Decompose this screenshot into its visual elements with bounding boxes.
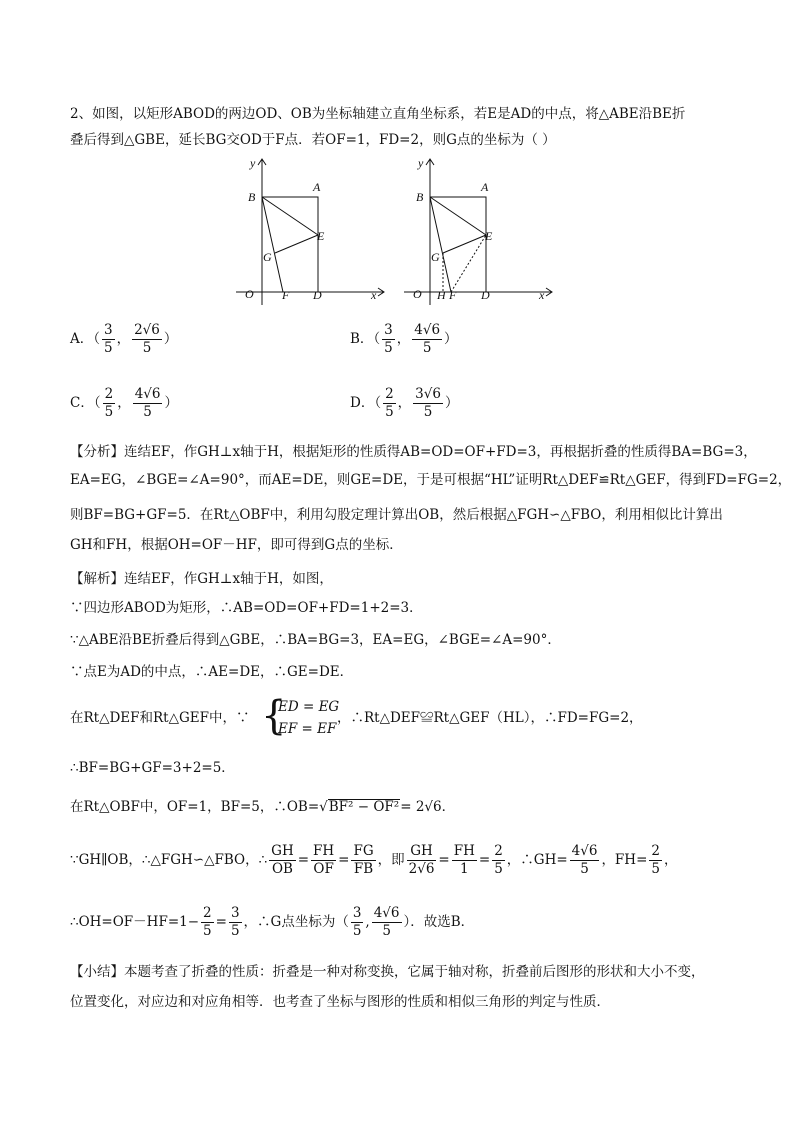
frac-fh-val	[649, 843, 662, 878]
option-d-x-den: 5	[385, 404, 394, 420]
fig-right-label-f: F	[449, 288, 457, 302]
summary-line-1: 【小结】本题考查了折叠的性质：折叠是一种对称变换，它属于轴对称，折叠前后图形的形状和大小不变，	[70, 964, 705, 980]
option-b-x-den: 5	[384, 340, 393, 356]
option-b-letter: B．（	[350, 331, 381, 347]
fig-right-label-h: H	[437, 288, 446, 302]
frac-gh-val	[570, 843, 600, 878]
frac-fg-fb-den: FB	[353, 861, 374, 877]
fig-left-label-d: D	[313, 288, 322, 302]
frac-gh-ob-num: GH	[271, 843, 294, 859]
fig-left-label-a: A	[313, 180, 321, 194]
frac-gh-2r6-num: GH	[407, 843, 437, 861]
frac-fh-of-num: FH	[313, 843, 335, 859]
option-c-x-den: 5	[104, 404, 114, 420]
system-eq-1: ED = EG	[278, 699, 340, 715]
option-a-x-num: 3	[104, 322, 113, 338]
fig-right-label-y: y	[418, 156, 424, 170]
solution-line-5-lead: 在Rt△DEF和Rt△GEF中，∵	[70, 710, 250, 726]
frac-gh-ob-den: OB	[271, 861, 293, 877]
option-c-y-den: 5	[143, 404, 152, 420]
system-brace: {	[261, 693, 287, 739]
option-a[interactable]: A．（ $\frac{3}{5}$ ， $\frac{2√6}{5}$ ）	[70, 322, 178, 356]
fig-right-label-g: G	[431, 250, 440, 264]
analysis-line-2: EA=EG，∠BGE=∠A=90°，而AE=DE，则GE=DE，于是可根据“HL”证明Rt△DEF≌Rt△GEF，得到FD=FG=2，	[70, 472, 792, 488]
fig-left-label-b: B	[248, 190, 256, 204]
option-d-x-num: 2	[385, 386, 394, 402]
fig-left-label-g: G	[263, 250, 272, 264]
solution-line-9: ∴OH=OF－HF=1− $\frac{2}{5}$ = $\frac{3}{5}$ ，∴G点坐标为（ $\frac{3}{5}$ , $\frac{4√6}{5}$ ）．故选B．	[70, 905, 475, 939]
solution-line-8: ∵GH∥OB，∴△FGH∽△FBO，∴ $\frac{GH}{OB}$ = $\frac{FH}{OF}$ = $\frac{FG}{FB}$ ，即 $\frac{GH}{2√6}$ = $\frac{FH}{1}$ = $\frac{2}{5}$ ，∴GH= $\frac{4√6}{5}$ ，FH= $\frac{2}{5}$ ，	[70, 843, 678, 877]
frac-fh-1-den: 1	[460, 861, 469, 877]
frac-s9-4-num: 4√6	[373, 905, 400, 921]
option-c-letter: C．（	[70, 395, 101, 411]
option-a-y-den: 5	[142, 340, 152, 356]
option-b[interactable]: B．（ $\frac{3}{5}$ ， $\frac{4√6}{5}$ ）	[350, 322, 458, 356]
frac-s9-3-num: 3	[352, 905, 362, 921]
frac-gh-val-num: 4√6	[571, 843, 598, 859]
option-d-letter: D．（	[350, 395, 382, 411]
frac-s9-3	[351, 905, 364, 940]
frac-gh-ob	[269, 843, 296, 878]
solution-line-5-tail: ，∴Rt△DEF≌Rt△GEF（HL），∴FD=FG=2，	[337, 710, 643, 726]
frac-fh-1	[452, 843, 477, 878]
solution-line-7	[70, 797, 455, 817]
frac-s9-1	[201, 905, 214, 940]
frac-2-5-den: 5	[494, 861, 503, 877]
frac-gh-2r6	[407, 843, 437, 878]
figure-right	[404, 155, 554, 305]
s9-end: ）．故选B．	[403, 914, 475, 930]
option-b-y-den: 5	[422, 340, 432, 356]
frac-gh-val-den: 5	[580, 861, 589, 877]
fig-right-label-a: A	[481, 180, 489, 194]
fig-right-label-x: x	[539, 288, 545, 302]
solution-line-2: ∵四边形ABOD为矩形，∴AB=OD=OF+FD=1+2=3．	[70, 600, 423, 616]
s9-coord: ，∴G点坐标为（	[243, 914, 349, 930]
frac-s9-2	[229, 905, 242, 940]
problem-line-1: 2、如图，以矩形ABOD的两边OD、OB为坐标轴建立直角坐标系，若E是AD的中点，将△ABE沿BE折	[70, 106, 686, 122]
frac-fh-1-num: FH	[453, 843, 475, 859]
s8-lead: ∵GH∥OB，∴△FGH∽△FBO，∴	[70, 852, 268, 868]
fig-left-label-e: E	[317, 229, 325, 243]
option-c-y-num: 4√6	[134, 386, 161, 402]
fig-right-label-b: B	[416, 190, 424, 204]
figure-left	[236, 155, 386, 305]
solution-line-3: ∵△ABE沿BE折叠后得到△GBE，∴BA=BG=3，EA=EG，∠BGE=∠A=90°．	[70, 632, 561, 648]
frac-2-5	[492, 843, 505, 878]
analysis-line-1: 【分析】连结EF，作GH⊥x轴于H，根据矩形的性质得AB=OD=OF+FD=3，再根据折叠的性质得BA=BG=3，	[70, 444, 757, 460]
frac-2-5-num: 2	[494, 843, 503, 859]
sqrt-radicand: BF² − OF²	[328, 799, 400, 815]
frac-s9-1-den: 5	[203, 923, 212, 939]
option-c[interactable]: C．（ $\frac{2}{5}$ ， $\frac{4√6}{5}$ ）	[70, 386, 178, 420]
solution-line-7-lead: 在Rt△OBF中，OF=1，BF=5，∴OB=	[70, 799, 320, 815]
frac-s9-4-den: 5	[382, 923, 391, 939]
s8-end: ，	[663, 852, 678, 868]
solution-line-5	[70, 708, 250, 728]
fig-left-label-x: x	[371, 288, 377, 302]
frac-gh-2r6-den: 2√6	[408, 861, 435, 877]
frac-s9-2-num: 3	[230, 905, 240, 921]
frac-s9-1-num: 2	[203, 905, 212, 921]
fig-left-label-o: O	[245, 287, 254, 301]
frac-s9-2-den: 5	[230, 923, 240, 939]
option-d-y-den: 5	[423, 404, 433, 420]
s8-ie: ，即	[377, 852, 405, 868]
option-d-y-num: 3√6	[415, 386, 441, 402]
option-a-letter: A．（	[70, 331, 100, 347]
system-eq-2: EF = EF	[278, 721, 337, 737]
frac-fh-of-den: OF	[313, 861, 334, 877]
option-c-x-num: 2	[104, 386, 114, 402]
solution-line-1: 【解析】连结EF，作GH⊥x轴于H，如图，	[70, 571, 333, 587]
frac-s9-3-den: 5	[352, 923, 362, 939]
solution-line-4: ∵点E为AD的中点，∴AE=DE，∴GE=DE．	[70, 664, 354, 680]
frac-fg-fb-num: FG	[353, 843, 374, 859]
fig-left-label-y: y	[250, 156, 256, 170]
summary-line-2: 位置变化，对应边和对应角相等．也考查了坐标与图形的性质和相似三角形的判定与性质．	[70, 994, 610, 1010]
frac-fh-val-num: 2	[651, 843, 660, 859]
frac-fg-fb	[351, 843, 375, 878]
s8-gh: ，∴GH=	[506, 852, 568, 868]
analysis-line-3: 则BF=BG+GF=5．在Rt△OBF中，利用勾股定理计算出OB，然后根据△FGH∽△FBO，利用相似比计算出	[70, 507, 723, 523]
solution-line-7-tail: = 2√6．	[400, 799, 456, 815]
fig-right-label-d: D	[481, 288, 490, 302]
analysis-line-4: GH和FH，根据OH=OF－HF，即可得到G点的坐标．	[70, 537, 403, 553]
frac-s9-4	[372, 905, 402, 940]
equation-system	[278, 696, 339, 740]
frac-fh-val-den: 5	[651, 861, 660, 877]
option-a-x-den: 5	[104, 340, 113, 356]
option-b-x-num: 3	[384, 322, 393, 338]
sqrt-sign: √	[319, 799, 328, 815]
frac-fh-of	[311, 843, 336, 878]
fig-right-label-o: O	[413, 287, 422, 301]
solution-line-6: ∴BF=BG+GF=3+2=5．	[70, 760, 235, 776]
fig-left-label-f: F	[282, 288, 290, 302]
s8-fh: ，FH=	[601, 852, 648, 868]
option-b-y-num: 4√6	[414, 322, 441, 338]
problem-line-2: 叠后得到△GBE，延长BG交OD于F点．若OF=1，FD=2，则G点的坐标为（ ）	[70, 132, 556, 148]
fig-right-label-e: E	[485, 229, 493, 243]
option-a-y-num: 2√6	[134, 322, 160, 338]
option-d[interactable]: D．（ $\frac{2}{5}$ ， $\frac{3√6}{5}$ ）	[350, 386, 459, 420]
s9-lead: ∴OH=OF－HF=1−	[70, 914, 200, 930]
